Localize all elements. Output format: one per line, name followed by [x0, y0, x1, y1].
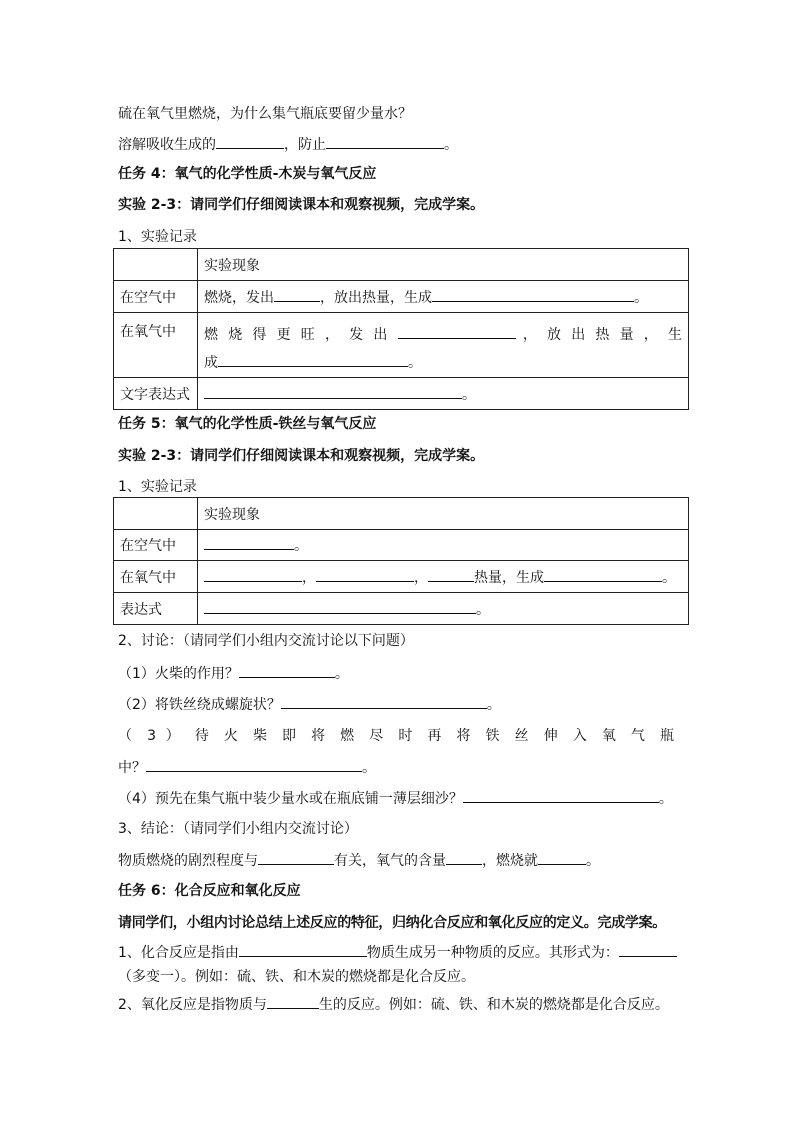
conclusion-title: 3、结论：（请同学们小组内交流讨论） [118, 821, 358, 837]
table1-row3-end: 。 [462, 386, 476, 403]
charcoal-record-table [113, 248, 689, 410]
table1-row2-text-b: ， 放 出 热 量 ， 生 [522, 327, 683, 343]
iron-record-table [113, 497, 689, 625]
table1-row1-blank-2[interactable] [432, 287, 634, 302]
q3-end: 。 [362, 760, 376, 776]
table2-row2-sep-2: ， [414, 569, 428, 586]
concl-text-a: 物质燃烧的剧烈程度与 [118, 853, 258, 869]
sulfur-answer-line [118, 134, 458, 155]
table1-header: 实验现象 [198, 249, 689, 281]
def1-blank-1[interactable] [239, 942, 367, 957]
q2-end: 。 [486, 697, 501, 713]
record-heading-1: 1、实验记录 [118, 229, 197, 245]
conclusion-line [118, 850, 600, 871]
table1-row2-content [198, 313, 689, 378]
discussion-q3-line2 [118, 757, 376, 778]
q4-blank[interactable] [463, 788, 659, 803]
experiment-instruction-2: 实验 2-3：请同学们仔细阅读课本和观察视频，完成学案。 [118, 448, 485, 464]
table1-row1-content [198, 281, 689, 313]
def2-text-a: 2、氧化反应是指物质与 [118, 997, 267, 1013]
table2-row2-sep-1: ， [302, 569, 316, 586]
table1-row1-text-c: 。 [634, 289, 648, 306]
discussion-q1 [118, 663, 349, 684]
task6-title: 任务 6：化合反应和氧化反应 [118, 883, 301, 899]
table2-row1-end: 。 [294, 538, 308, 554]
table1-row2-blank-2[interactable] [218, 352, 408, 367]
table1-row3-blank[interactable] [204, 384, 462, 399]
table1-corner [114, 249, 198, 281]
definition-1-line1 [118, 942, 677, 963]
discussion-q3-line1: （ 3 ） 待 火 柴 即 将 燃 尽 时 再 将 铁 丝 伸 入 氧 气 瓶 [118, 728, 674, 744]
discussion-title: 2、讨论：（请同学们小组内交流讨论以下问题） [118, 633, 414, 649]
table1-row1-text-b: ，放出热量，生成 [320, 289, 432, 306]
table1-row2-text-a: 燃 烧 得 更 旺 ， 发 出 [204, 327, 391, 343]
q3-blank[interactable] [146, 757, 362, 772]
table2-row2-blank-1[interactable] [204, 567, 302, 582]
table1-row3-content [198, 378, 689, 410]
table2-row2-text: 热量，生成 [474, 569, 544, 586]
sulfur-answer-text-b: ，防止 [284, 137, 326, 153]
discussion-q2 [118, 694, 501, 715]
def1-text-a: 1、化合反应是指由 [118, 945, 239, 961]
table1-row1-text-a: 燃烧，发出 [204, 289, 274, 306]
def1-blank-2[interactable] [619, 942, 677, 957]
def1-text-b: 物质生成另一种物质的反应。其形式为： [366, 945, 619, 961]
sulfur-question: 硫在氧气里燃烧，为什么集气瓶底要留少量水？ [118, 106, 412, 122]
def2-text-b: 生的反应。例如：硫、铁、和木炭的燃烧都是化合反应。 [318, 997, 669, 1013]
table1-row2-blank-1[interactable] [398, 324, 516, 339]
table2-row2-blank-4[interactable] [544, 567, 662, 582]
task5-title: 任务 5：氧气的化学性质-铁丝与氧气反应 [118, 416, 377, 432]
table1-row1-label: 在空气中 [114, 281, 198, 313]
table2-row2-end: 。 [662, 569, 676, 586]
table2-row1-label: 在空气中 [114, 530, 198, 561]
table2-row2-blank-3[interactable] [428, 567, 474, 582]
q1-end: 。 [334, 666, 349, 682]
table2-row3-blank[interactable] [204, 599, 476, 614]
table2-row2-blank-2[interactable] [316, 567, 414, 582]
table2-row1-blank[interactable] [204, 535, 294, 550]
table1-row3-label: 文字表达式 [114, 378, 198, 410]
sulfur-answer-text-c: 。 [444, 137, 458, 153]
concl-blank-3[interactable] [538, 850, 586, 865]
table1-row2-line2 [204, 349, 682, 377]
q2-text: （2）将铁丝绕成螺旋状？ [118, 697, 281, 713]
q2-blank[interactable] [281, 694, 487, 709]
table2-row3-end: 。 [476, 601, 490, 618]
definition-1-line2: （多变一）。例如：硫、铁、和木炭的燃烧都是化合反应。 [118, 969, 475, 985]
sulfur-blank-2[interactable] [326, 134, 444, 149]
q1-text: （1）火柴的作用？ [118, 666, 239, 682]
table1-row2-label: 在氧气中 [114, 313, 198, 378]
task4-title: 任务 4：氧气的化学性质-木炭与氧气反应 [118, 166, 377, 182]
table2-row3-label: 表达式 [114, 593, 198, 625]
table2-row3-content [198, 593, 689, 625]
concl-text-b: 有关，氧气的含量 [334, 853, 446, 869]
record-heading-2: 1、实验记录 [118, 479, 197, 495]
table1-row2-text-d: 。 [408, 355, 422, 371]
discussion-q4 [118, 788, 673, 809]
table1-row2-line1 [204, 321, 682, 349]
concl-blank-1[interactable] [258, 850, 334, 865]
table1-row2-text-c: 成 [204, 355, 218, 371]
q3-text: 中？ [118, 760, 146, 776]
definition-2-line [118, 994, 669, 1015]
sulfur-answer-text-a: 溶解吸收生成的 [118, 137, 216, 153]
experiment-instruction-1: 实验 2-3：请同学们仔细阅读课本和观察视频，完成学案。 [118, 197, 485, 213]
table2-header: 实验现象 [198, 498, 689, 530]
table2-row1-content [198, 530, 689, 561]
concl-text-c: ，燃烧就 [482, 853, 538, 869]
table1-row1-blank-1[interactable] [274, 287, 320, 302]
concl-text-d: 。 [586, 853, 600, 869]
task6-intro: 请同学们，小组内讨论总结上述反应的特征，归纳化合反应和氧化反应的定义。完成学案。 [118, 915, 666, 931]
q4-text: （4）预先在集气瓶中装少量水或在瓶底铺一薄层细沙？ [118, 791, 463, 807]
table2-row2-content [198, 561, 689, 593]
q1-blank[interactable] [239, 663, 335, 678]
table2-corner [114, 498, 198, 530]
def2-blank[interactable] [267, 994, 319, 1009]
table2-row2-label: 在氧气中 [114, 561, 198, 593]
q4-end: 。 [658, 791, 673, 807]
concl-blank-2[interactable] [446, 850, 482, 865]
sulfur-blank-1[interactable] [216, 134, 284, 149]
